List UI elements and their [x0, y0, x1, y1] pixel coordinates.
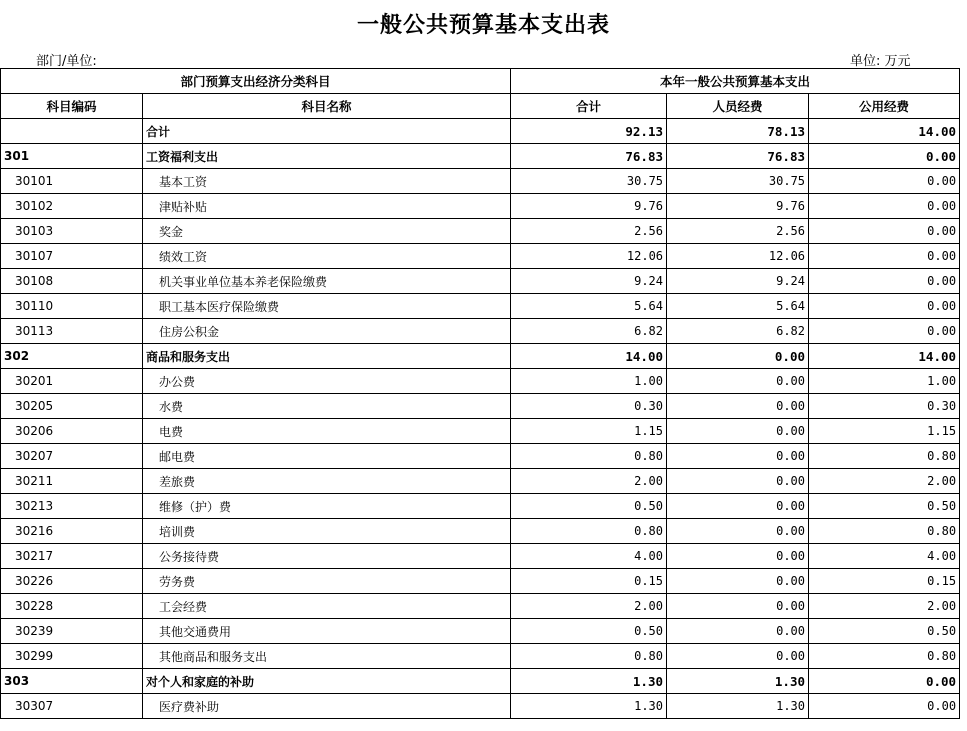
cell-total: 12.06	[511, 244, 667, 269]
table-row	[1, 594, 960, 619]
cell-public: 0.00	[809, 669, 960, 694]
cell-code: 30299	[1, 644, 143, 669]
cell-name: 对个人和家庭的补助	[143, 669, 511, 694]
cell-code: 301	[1, 144, 143, 169]
cell-name: 商品和服务支出	[143, 344, 511, 369]
table-row	[1, 194, 960, 219]
cell-personnel: 0.00	[667, 544, 809, 569]
cell-total: 0.50	[511, 494, 667, 519]
budget-table	[0, 68, 960, 719]
header-group-right: 本年一般公共预算基本支出	[511, 69, 960, 94]
table-row	[1, 219, 960, 244]
cell-code: 30239	[1, 619, 143, 644]
page-title: 一般公共预算基本支出表	[356, 13, 610, 38]
header-group-left: 部门预算支出经济分类科目	[1, 69, 511, 94]
table-row	[1, 319, 960, 344]
cell-name: 医疗费补助	[143, 694, 511, 719]
cell-name: 其他交通费用	[143, 619, 511, 644]
cell-public: 14.00	[809, 344, 960, 369]
cell-total: 2.00	[511, 469, 667, 494]
cell-public: 4.00	[809, 544, 960, 569]
cell-total: 1.30	[511, 694, 667, 719]
cell-code: 30205	[1, 394, 143, 419]
cell-code: 30110	[1, 294, 143, 319]
cell-name: 维修（护）费	[143, 494, 511, 519]
cell-personnel: 0.00	[667, 569, 809, 594]
table-row	[1, 144, 960, 169]
cell-public: 0.00	[809, 269, 960, 294]
cell-personnel: 0.00	[667, 419, 809, 444]
cell-public: 2.00	[809, 469, 960, 494]
cell-name: 机关事业单位基本养老保险缴费	[143, 269, 511, 294]
cell-code: 30207	[1, 444, 143, 469]
cell-personnel: 1.30	[667, 669, 809, 694]
cell-name: 其他商品和服务支出	[143, 644, 511, 669]
cell-name: 电费	[143, 419, 511, 444]
cell-total: 9.76	[511, 194, 667, 219]
table-row	[1, 494, 960, 519]
cell-total: 0.80	[511, 644, 667, 669]
cell-code	[1, 119, 143, 144]
cell-code: 303	[1, 669, 143, 694]
cell-public: 0.50	[809, 494, 960, 519]
cell-personnel: 0.00	[667, 444, 809, 469]
table-row	[1, 419, 960, 444]
cell-personnel: 2.56	[667, 219, 809, 244]
cell-code: 30213	[1, 494, 143, 519]
header-group-row	[1, 69, 960, 94]
cell-code: 30307	[1, 694, 143, 719]
cell-public: 0.00	[809, 194, 960, 219]
cell-name: 水费	[143, 394, 511, 419]
cell-personnel: 0.00	[667, 619, 809, 644]
cell-name: 住房公积金	[143, 319, 511, 344]
header-public: 公用经费	[809, 94, 960, 119]
cell-code: 30226	[1, 569, 143, 594]
cell-name: 合计	[143, 119, 511, 144]
cell-name: 办公费	[143, 369, 511, 394]
cell-public: 1.15	[809, 419, 960, 444]
cell-personnel: 0.00	[667, 344, 809, 369]
cell-personnel: 0.00	[667, 394, 809, 419]
cell-code: 30101	[1, 169, 143, 194]
header-personnel: 人员经费	[667, 94, 809, 119]
unit-label: 单位: 万元	[850, 54, 911, 69]
cell-public: 0.30	[809, 394, 960, 419]
cell-total: 0.80	[511, 519, 667, 544]
cell-public: 0.00	[809, 219, 960, 244]
table-row	[1, 469, 960, 494]
cell-name: 职工基本医疗保险缴费	[143, 294, 511, 319]
cell-public: 2.00	[809, 594, 960, 619]
table-body	[1, 119, 960, 719]
cell-code: 30103	[1, 219, 143, 244]
cell-name: 基本工资	[143, 169, 511, 194]
table-row	[1, 119, 960, 144]
cell-total: 1.00	[511, 369, 667, 394]
table-row	[1, 294, 960, 319]
cell-total: 30.75	[511, 169, 667, 194]
cell-total: 76.83	[511, 144, 667, 169]
table-row	[1, 369, 960, 394]
cell-name: 公务接待费	[143, 544, 511, 569]
table-row	[1, 344, 960, 369]
cell-total: 1.15	[511, 419, 667, 444]
cell-personnel: 6.82	[667, 319, 809, 344]
cell-personnel: 5.64	[667, 294, 809, 319]
cell-public: 0.15	[809, 569, 960, 594]
cell-personnel: 0.00	[667, 469, 809, 494]
cell-public: 0.00	[809, 694, 960, 719]
table-row	[1, 669, 960, 694]
table-row	[1, 569, 960, 594]
cell-name: 工会经费	[143, 594, 511, 619]
cell-total: 2.56	[511, 219, 667, 244]
table-row	[1, 444, 960, 469]
cell-public: 0.50	[809, 619, 960, 644]
cell-name: 劳务费	[143, 569, 511, 594]
cell-code: 30217	[1, 544, 143, 569]
cell-personnel: 76.83	[667, 144, 809, 169]
cell-personnel: 12.06	[667, 244, 809, 269]
cell-name: 差旅费	[143, 469, 511, 494]
cell-code: 30113	[1, 319, 143, 344]
cell-personnel: 0.00	[667, 644, 809, 669]
cell-public: 1.00	[809, 369, 960, 394]
cell-personnel: 0.00	[667, 494, 809, 519]
cell-total: 0.30	[511, 394, 667, 419]
cell-code: 30107	[1, 244, 143, 269]
cell-personnel: 0.00	[667, 594, 809, 619]
cell-public: 0.80	[809, 444, 960, 469]
cell-personnel: 9.76	[667, 194, 809, 219]
header-code: 科目编码	[1, 94, 143, 119]
cell-public: 14.00	[809, 119, 960, 144]
cell-public: 0.80	[809, 644, 960, 669]
cell-code: 30206	[1, 419, 143, 444]
cell-personnel: 1.30	[667, 694, 809, 719]
cell-total: 0.50	[511, 619, 667, 644]
cell-name: 奖金	[143, 219, 511, 244]
header-name: 科目名称	[143, 94, 511, 119]
cell-personnel: 78.13	[667, 119, 809, 144]
cell-code: 30201	[1, 369, 143, 394]
cell-personnel: 30.75	[667, 169, 809, 194]
cell-name: 邮电费	[143, 444, 511, 469]
cell-personnel: 0.00	[667, 519, 809, 544]
cell-public: 0.00	[809, 144, 960, 169]
cell-name: 工资福利支出	[143, 144, 511, 169]
table-row	[1, 519, 960, 544]
cell-total: 1.30	[511, 669, 667, 694]
header-row	[1, 94, 960, 119]
table-row	[1, 394, 960, 419]
cell-total: 2.00	[511, 594, 667, 619]
cell-code: 302	[1, 344, 143, 369]
table-row	[1, 644, 960, 669]
table-row	[1, 619, 960, 644]
cell-public: 0.00	[809, 319, 960, 344]
table-row	[1, 544, 960, 569]
table-row	[1, 169, 960, 194]
cell-total: 9.24	[511, 269, 667, 294]
cell-total: 6.82	[511, 319, 667, 344]
cell-public: 0.00	[809, 244, 960, 269]
cell-total: 5.64	[511, 294, 667, 319]
cell-total: 4.00	[511, 544, 667, 569]
cell-public: 0.00	[809, 294, 960, 319]
header-total: 合计	[511, 94, 667, 119]
cell-code: 30108	[1, 269, 143, 294]
cell-total: 0.80	[511, 444, 667, 469]
cell-public: 0.80	[809, 519, 960, 544]
cell-name: 培训费	[143, 519, 511, 544]
cell-total: 14.00	[511, 344, 667, 369]
cell-name: 津贴补贴	[143, 194, 511, 219]
cell-code: 30102	[1, 194, 143, 219]
cell-total: 0.15	[511, 569, 667, 594]
department-label: 部门/单位:	[36, 54, 97, 69]
cell-code: 30216	[1, 519, 143, 544]
cell-name: 绩效工资	[143, 244, 511, 269]
cell-personnel: 9.24	[667, 269, 809, 294]
cell-code: 30228	[1, 594, 143, 619]
cell-code: 30211	[1, 469, 143, 494]
cell-total: 92.13	[511, 119, 667, 144]
cell-personnel: 0.00	[667, 369, 809, 394]
table-row	[1, 694, 960, 719]
cell-public: 0.00	[809, 169, 960, 194]
table-row	[1, 244, 960, 269]
table-row	[1, 269, 960, 294]
